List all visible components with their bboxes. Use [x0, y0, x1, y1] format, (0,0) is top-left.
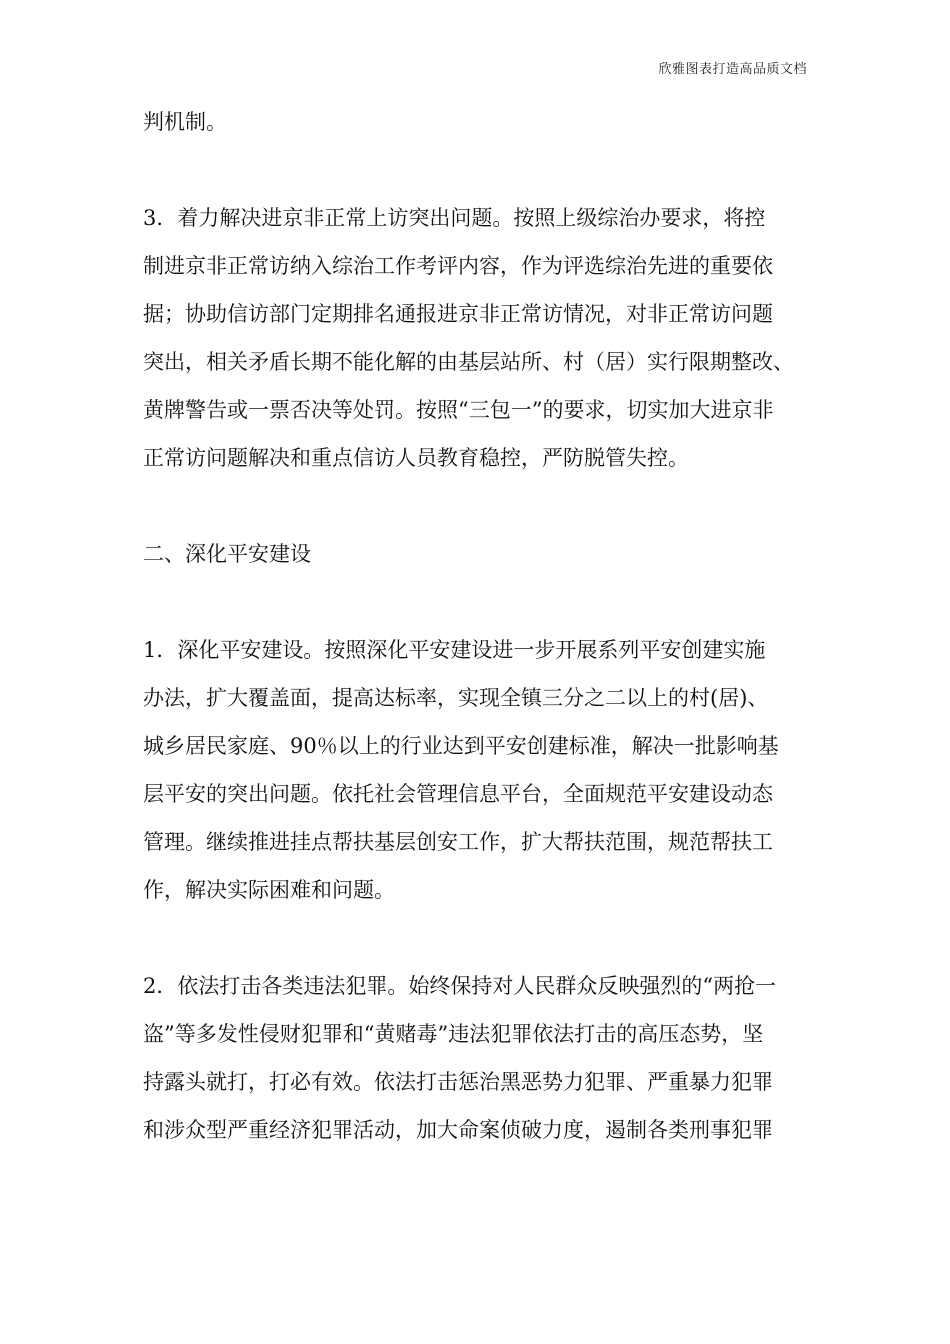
text-line: 持露头就打，打必有效。依法打击惩治黑恶势力犯罪、严重暴力犯罪: [143, 1070, 773, 1094]
text-line: 正常访问题解决和重点信访人员教育稳控，严防脱管失控。: [143, 446, 689, 470]
text-line: 制进京非正常访纳入综治工作考评内容，作为评选综治先进的重要依: [143, 254, 773, 278]
text-line: 2．依法打击各类违法犯罪。始终保持对人民群众反映强烈的“两抢一: [143, 974, 777, 998]
paragraph: [143, 626, 819, 914]
page-header: 欣雅图表打造高品质文档: [658, 62, 807, 77]
text-line: 盗”等多发性侵财犯罪和“黄赌毒”违法犯罪依法打击的高压态势，坚: [143, 1022, 764, 1046]
text-line: 1．深化平安建设。按照深化平安建设进一步开展系列平安创建实施: [143, 638, 766, 662]
paragraph: [143, 962, 819, 1154]
text-line: 二、深化平安建设: [143, 542, 311, 566]
text-line: 管理。继续推进挂点帮扶基层创安工作，扩大帮扶范围，规范帮扶工: [143, 830, 773, 854]
text-line: 突出，相关矛盾长期不能化解的由基层站所、村（居）实行限期整改、: [143, 350, 794, 374]
text-line: 办法，扩大覆盖面，提高达标率，实现全镇三分之二以上的村(居)、: [143, 686, 769, 710]
document-body: [143, 98, 819, 1154]
text-line: 据；协助信访部门定期排名通报进京非正常访情况，对非正常访问题: [143, 302, 773, 326]
text-line: 层平安的突出问题。依托社会管理信息平台，全面规范平安建设动态: [143, 782, 773, 806]
paragraph: [143, 98, 819, 146]
text-line: 判机制。: [143, 110, 227, 134]
text-line: 黄牌警告或一票否决等处罚。按照“三包一”的要求，切实加大进京非: [143, 398, 774, 422]
section-heading: [143, 530, 819, 578]
text-line: 3．着力解决进京非正常上访突出问题。按照上级综治办要求，将控: [143, 206, 766, 230]
text-line: 和涉众型严重经济犯罪活动，加大命案侦破力度，遏制各类刑事犯罪: [143, 1118, 773, 1142]
text-line: 作，解决实际困难和问题。: [143, 878, 395, 902]
text-line: 城乡居民家庭、90％以上的行业达到平安创建标准，解决一批影响基: [143, 734, 779, 758]
paragraph: [143, 194, 819, 482]
